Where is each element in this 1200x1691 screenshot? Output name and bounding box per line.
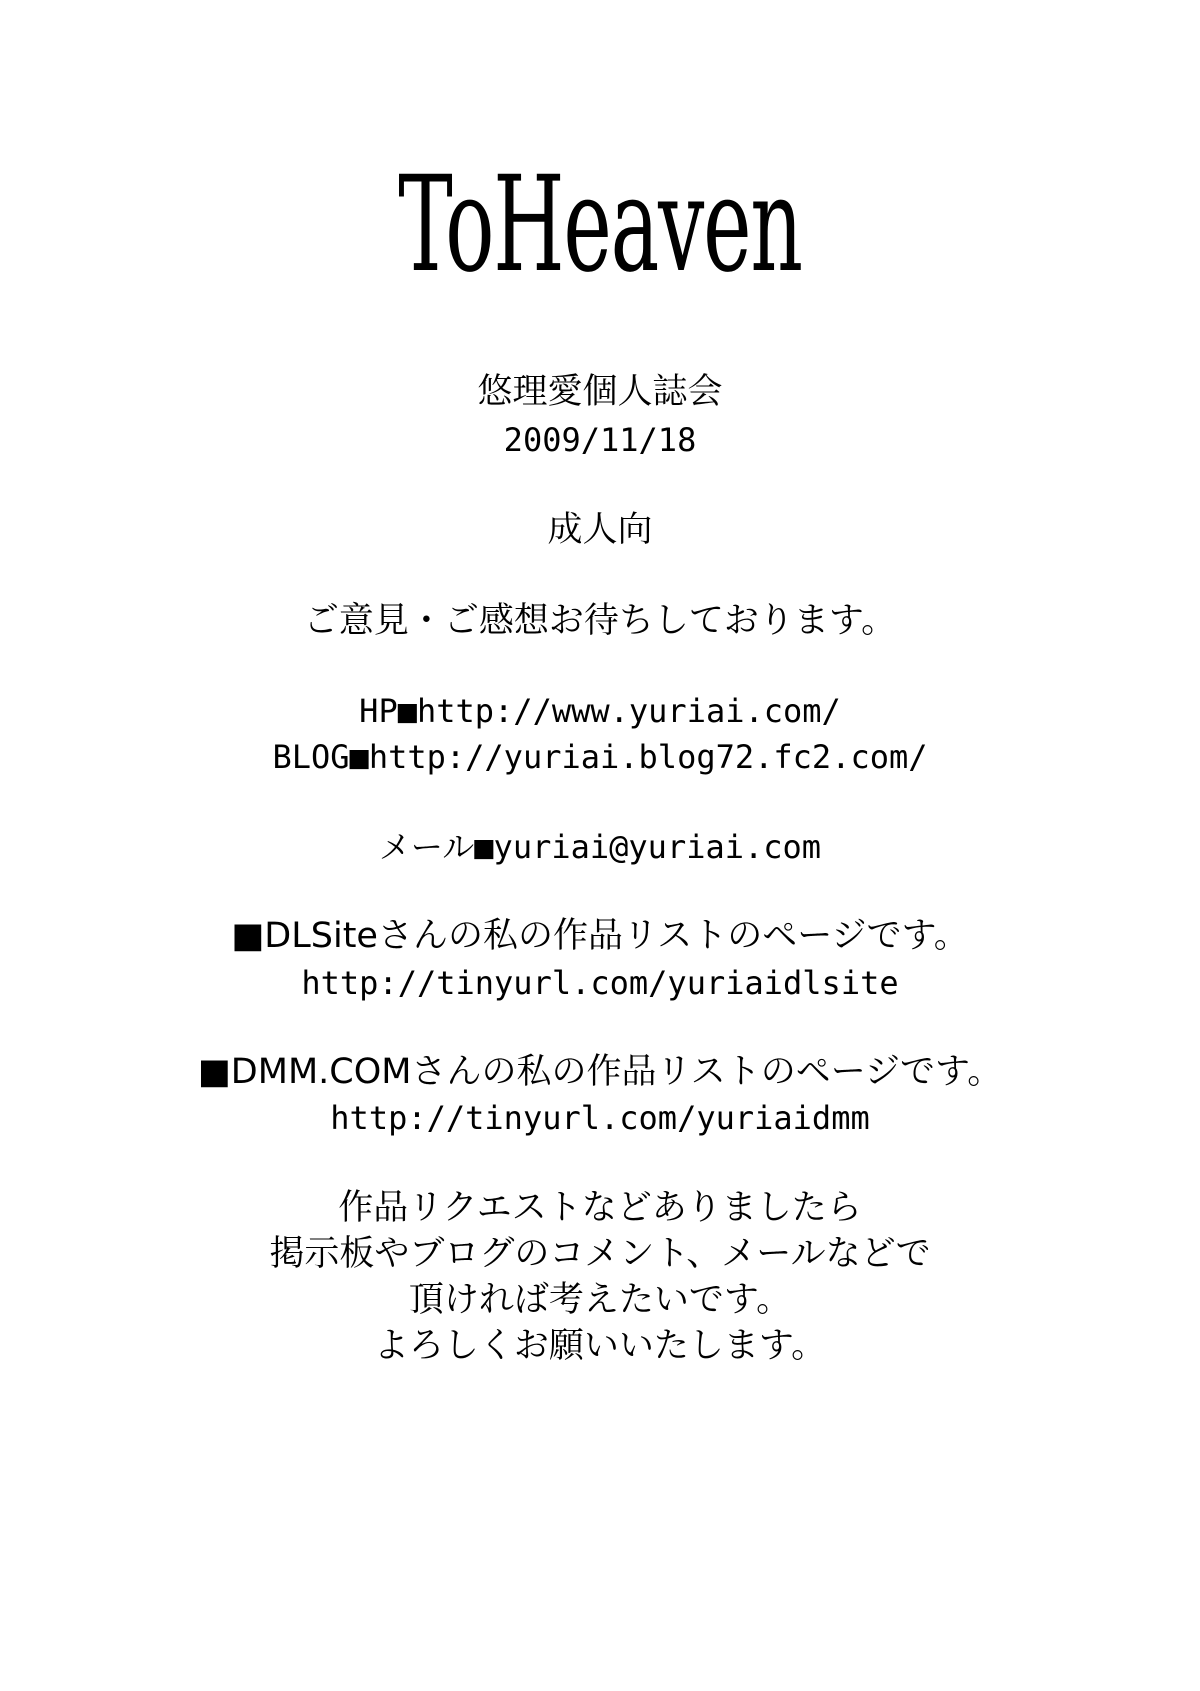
request-line-1: 作品リクエストなどありましたら (338, 1188, 862, 1228)
request-line-3: 頂ければ考えたいです。 (408, 1280, 792, 1320)
request-line-2: 掲示板やブログのコメント、メールなどで (269, 1234, 931, 1274)
dmm-label: ■DMM.COMさんの私の作品リストのページです。 (197, 1052, 1003, 1092)
blog-link: BLOG■http://yuriai.blog72.fc2.com/ (272, 738, 928, 776)
mail-address: メール■yuriai@yuriai.com (378, 828, 822, 866)
publication-date: 2009/11/18 (503, 421, 697, 459)
dlsite-url: http://tinyurl.com/yuriaidlsite (301, 964, 899, 1002)
book-title: ToHeaven (398, 148, 802, 302)
request-line-4: よろしくお願いいたします。 (373, 1326, 827, 1366)
feedback-message: ご意見・ご感想お待ちしております。 (303, 601, 897, 641)
rating-label: 成人向 (547, 510, 653, 550)
homepage-link: HP■http://www.yuriai.com/ (359, 692, 841, 730)
circle-name: 悠理愛個人誌会 (477, 372, 723, 412)
dlsite-label: ■DLSiteさんの私の作品リストのページです。 (231, 916, 969, 956)
dmm-url: http://tinyurl.com/yuriaidmm (330, 1099, 870, 1137)
